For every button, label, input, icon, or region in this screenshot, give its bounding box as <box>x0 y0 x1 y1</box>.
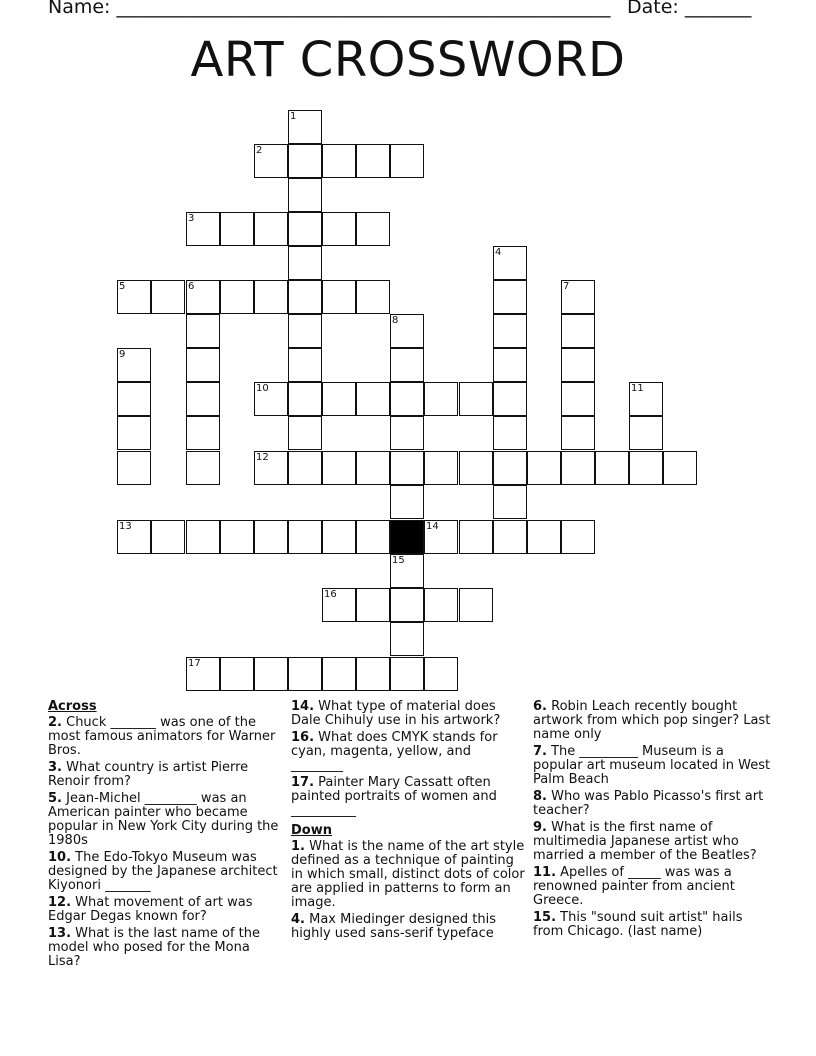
grid-cell[interactable] <box>117 280 151 314</box>
grid-cell[interactable] <box>288 314 322 348</box>
grid-cell[interactable] <box>527 520 561 554</box>
clue-item <box>533 866 773 908</box>
clue-number: 16 <box>324 589 337 600</box>
grid-cell[interactable] <box>390 416 424 450</box>
clue-item-text: What does CMYK stands for cyan, magenta, yellow, and ________ <box>291 730 498 773</box>
grid-cell[interactable] <box>493 246 527 280</box>
grid-cell[interactable] <box>186 280 220 314</box>
clue-number: 12 <box>256 452 269 463</box>
across-heading: Across <box>48 699 97 714</box>
grid-cell[interactable] <box>493 382 527 416</box>
clue-item <box>533 821 773 863</box>
clue-item-number: 8. <box>533 789 547 804</box>
black-square <box>390 520 424 554</box>
across-clue-list-continued <box>291 700 526 818</box>
grid-cell[interactable] <box>561 314 595 348</box>
grid-cell[interactable] <box>493 314 527 348</box>
clue-item <box>291 700 526 728</box>
grid-cell[interactable] <box>390 622 424 656</box>
grid-cell[interactable] <box>254 144 288 178</box>
clue-column-3 <box>533 700 773 942</box>
grid-cell[interactable] <box>493 348 527 382</box>
clue-item-text: Apelles of _____ was was a renowned painter from ancient Greece. <box>533 865 735 908</box>
down-clue-list-continued <box>533 700 773 939</box>
grid-cell[interactable] <box>356 657 390 691</box>
grid-cell[interactable] <box>322 382 356 416</box>
clue-item <box>291 840 526 910</box>
grid-cell[interactable] <box>459 451 493 485</box>
grid-cell[interactable] <box>390 657 424 691</box>
clue-item-text: The _________ Museum is a popular art museum located in West Palm Beach <box>533 744 771 787</box>
clue-item-text: Robin Leach recently bought artwork from which pop singer? Last name only <box>533 699 771 742</box>
grid-cell[interactable] <box>561 416 595 450</box>
date-field-label[interactable]: Date: _______ <box>627 0 752 18</box>
clue-item-text: Who was Pablo Picasso's first art teacher? <box>533 789 764 818</box>
grid-cell[interactable] <box>424 520 458 554</box>
grid-cell[interactable] <box>322 451 356 485</box>
grid-cell[interactable] <box>561 382 595 416</box>
clue-item-text: What movement of art was Edgar Degas known for? <box>48 895 253 924</box>
clue-number: 10 <box>256 383 269 394</box>
grid-cell[interactable] <box>220 520 254 554</box>
clue-number: 9 <box>119 349 126 360</box>
grid-cell[interactable] <box>561 348 595 382</box>
clue-item <box>533 790 773 818</box>
grid-cell[interactable] <box>186 451 220 485</box>
grid-cell[interactable] <box>322 212 356 246</box>
grid-cell[interactable] <box>186 314 220 348</box>
grid-cell[interactable] <box>390 588 424 622</box>
grid-cell[interactable] <box>424 382 458 416</box>
grid-cell[interactable] <box>186 520 220 554</box>
grid-cell[interactable] <box>356 451 390 485</box>
grid-cell[interactable] <box>288 280 322 314</box>
grid-cell[interactable] <box>254 520 288 554</box>
clue-number: 5 <box>119 281 126 292</box>
grid-cell[interactable] <box>322 280 356 314</box>
grid-cell[interactable] <box>288 246 322 280</box>
clue-item-number: 7. <box>533 744 547 759</box>
grid-cell[interactable] <box>459 382 493 416</box>
grid-cell[interactable] <box>390 382 424 416</box>
grid-cell[interactable] <box>186 212 220 246</box>
down-heading: Down <box>291 823 332 838</box>
grid-cell[interactable] <box>117 520 151 554</box>
grid-cell[interactable] <box>493 485 527 519</box>
clue-number: 7 <box>563 281 570 292</box>
grid-cell[interactable] <box>493 520 527 554</box>
grid-cell[interactable] <box>424 657 458 691</box>
grid-cell[interactable] <box>288 451 322 485</box>
grid-cell[interactable] <box>151 280 185 314</box>
grid-cell[interactable] <box>322 588 356 622</box>
grid-cell[interactable] <box>254 451 288 485</box>
grid-cell[interactable] <box>220 280 254 314</box>
clue-item <box>533 911 773 939</box>
grid-cell[interactable] <box>561 280 595 314</box>
clue-number: 1 <box>290 111 297 122</box>
grid-cell[interactable] <box>424 451 458 485</box>
clue-item-number: 9. <box>533 820 547 835</box>
clue-number: 2 <box>256 145 263 156</box>
grid-cell[interactable] <box>322 657 356 691</box>
grid-cell[interactable] <box>288 212 322 246</box>
grid-cell[interactable] <box>356 382 390 416</box>
grid-cell[interactable] <box>493 451 527 485</box>
clue-number: 4 <box>495 247 502 258</box>
grid-cell[interactable] <box>629 382 663 416</box>
clue-item <box>48 761 280 789</box>
clue-item-text: What type of material does Dale Chihuly use in his artwork? <box>291 699 501 728</box>
grid-cell[interactable] <box>390 554 424 588</box>
clue-item-number: 11. <box>533 865 557 880</box>
grid-cell[interactable] <box>629 416 663 450</box>
grid-cell[interactable] <box>390 314 424 348</box>
clue-item-number: 10. <box>48 850 72 865</box>
clue-item-text: Chuck _______ was one of the most famous animators for Warner Bros. <box>48 715 276 758</box>
clue-number: 15 <box>392 555 405 566</box>
grid-cell[interactable] <box>186 416 220 450</box>
grid-cell[interactable] <box>186 657 220 691</box>
clue-item-text: This "sound suit artist" hails from Chicago. (last name) <box>533 910 743 939</box>
grid-cell[interactable] <box>527 451 561 485</box>
grid-cell[interactable] <box>459 588 493 622</box>
grid-cell[interactable] <box>356 280 390 314</box>
clue-item <box>48 716 280 758</box>
clue-item-number: 4. <box>291 912 305 927</box>
clue-item <box>48 896 280 924</box>
grid-cell[interactable] <box>220 657 254 691</box>
grid-cell[interactable] <box>117 382 151 416</box>
grid-cell[interactable] <box>117 348 151 382</box>
grid-cell[interactable] <box>254 212 288 246</box>
grid-cell[interactable] <box>493 280 527 314</box>
grid-cell[interactable] <box>288 348 322 382</box>
grid-cell[interactable] <box>493 416 527 450</box>
across-clue-list <box>48 716 280 969</box>
clue-item <box>533 745 773 787</box>
clue-item <box>533 700 773 742</box>
grid-cell[interactable] <box>220 212 254 246</box>
page-title: ART CROSSWORD <box>190 32 626 88</box>
clue-item-number: 1. <box>291 839 305 854</box>
grid-cell[interactable] <box>356 588 390 622</box>
clue-number: 8 <box>392 315 399 326</box>
grid-cell[interactable] <box>117 451 151 485</box>
clue-item-number: 3. <box>48 760 62 775</box>
down-clue-list <box>291 840 526 941</box>
grid-cell[interactable] <box>390 144 424 178</box>
grid-cell[interactable] <box>561 520 595 554</box>
clue-item-text: Max Miedinger designed this highly used sans-serif typeface <box>291 912 497 941</box>
grid-cell[interactable] <box>356 212 390 246</box>
grid-cell[interactable] <box>186 348 220 382</box>
grid-cell[interactable] <box>288 144 322 178</box>
clue-item-text: Jean-Michel ________ was an American painter who became popular in New York City during the 1980s <box>48 791 279 848</box>
clue-number: 17 <box>188 658 201 669</box>
clue-number: 6 <box>188 281 195 292</box>
clue-item-number: 12. <box>48 895 72 910</box>
clue-item-text: The Edo-Tokyo Museum was designed by the Japanese architect Kiyonori _______ <box>48 850 278 893</box>
grid-cell[interactable] <box>459 520 493 554</box>
clue-item-number: 6. <box>533 699 547 714</box>
grid-cell[interactable] <box>117 416 151 450</box>
clue-item <box>291 776 526 818</box>
clue-item-number: 14. <box>291 699 315 714</box>
clue-item-text: What is the name of the art style defined as a technique of painting in which small, distinct dots of color are applied in patterns to form an image. <box>291 839 525 910</box>
clue-number: 3 <box>188 213 195 224</box>
grid-cell[interactable] <box>663 451 697 485</box>
grid-cell[interactable] <box>322 520 356 554</box>
grid-cell[interactable] <box>390 348 424 382</box>
grid-cell[interactable] <box>186 382 220 416</box>
clue-number: 13 <box>119 521 132 532</box>
grid-cell[interactable] <box>288 110 322 144</box>
grid-cell[interactable] <box>254 382 288 416</box>
grid-cell[interactable] <box>288 382 322 416</box>
name-field-label[interactable]: Name: ____________________________________________________ <box>48 0 611 18</box>
clue-number: 11 <box>631 383 644 394</box>
grid-cell[interactable] <box>288 416 322 450</box>
clue-item-text: What is the first name of multimedia Japanese artist who married a member of the Beatles? <box>533 820 757 863</box>
clue-item <box>48 851 280 893</box>
clue-item-text: Painter Mary Cassatt often painted portraits of women and __________ <box>291 775 497 818</box>
clue-item-number: 15. <box>533 910 557 925</box>
grid-cell[interactable] <box>390 485 424 519</box>
grid-cell[interactable] <box>254 280 288 314</box>
clue-item <box>291 731 526 773</box>
grid-cell[interactable] <box>322 144 356 178</box>
grid-cell[interactable] <box>288 178 322 212</box>
clue-column-1 <box>48 700 280 972</box>
grid-cell[interactable] <box>151 520 185 554</box>
clue-item <box>48 927 280 969</box>
grid-cell[interactable] <box>390 451 424 485</box>
clue-item-number: 17. <box>291 775 315 790</box>
clue-item <box>48 792 280 848</box>
clue-item-number: 2. <box>48 715 62 730</box>
clue-number: 14 <box>426 521 439 532</box>
grid-cell[interactable] <box>288 520 322 554</box>
clue-item-number: 16. <box>291 730 315 745</box>
clue-item-number: 5. <box>48 791 62 806</box>
clue-item-number: 13. <box>48 926 72 941</box>
clue-item <box>291 913 526 941</box>
grid-cell[interactable] <box>356 520 390 554</box>
grid-cell[interactable] <box>254 657 288 691</box>
clue-column-2 <box>291 700 526 944</box>
grid-cell[interactable] <box>629 451 663 485</box>
grid-cell[interactable] <box>561 451 595 485</box>
grid-cell[interactable] <box>288 657 322 691</box>
grid-cell[interactable] <box>356 144 390 178</box>
grid-cell[interactable] <box>595 451 629 485</box>
clue-item-text: What is the last name of the model who posed for the Mona Lisa? <box>48 926 261 969</box>
grid-cell[interactable] <box>424 588 458 622</box>
clue-item-text: What country is artist Pierre Renoir from? <box>48 760 249 789</box>
